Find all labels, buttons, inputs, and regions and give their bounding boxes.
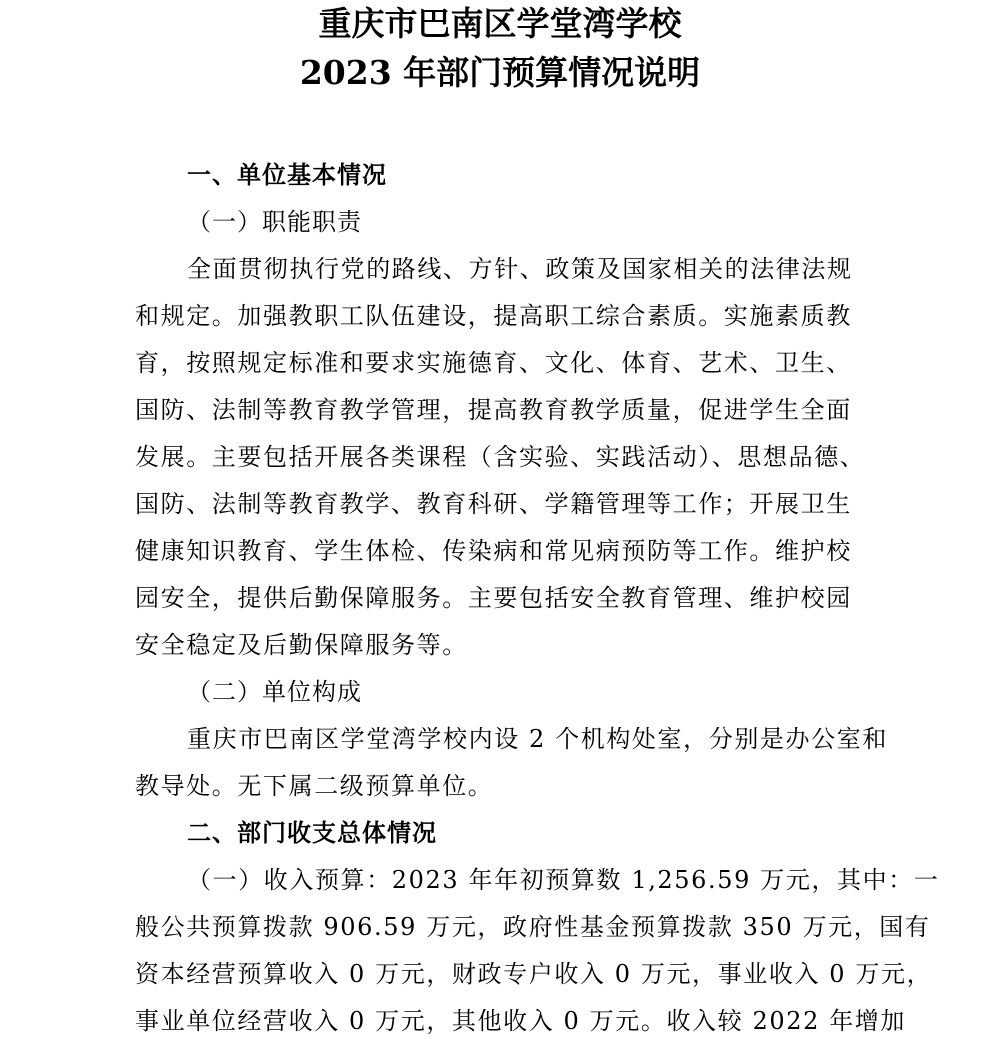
paragraph-line: 重庆市巴南区学堂湾学校内设 2 个机构处室，分别是办公室和 <box>187 725 888 753</box>
paragraph-line: （一）收入预算：2023 年年初预算数 1,256.59 万元，其中：一 <box>187 866 940 894</box>
paragraph-line: 国防、法制等教育教学、教育科研、学籍管理等工作；开展卫生 <box>135 490 852 518</box>
section-heading-revenue-expenditure: 二、部门收支总体情况 <box>187 818 437 847</box>
paragraph-line: 资本经营预算收入 0 万元，财政专户收入 0 万元，事业收入 0 万元， <box>135 960 933 988</box>
paragraph-line: 国防、法制等教育教学管理，提高教育教学质量，促进学生全面 <box>135 396 852 424</box>
paragraph-line: 全面贯彻执行党的路线、方针、政策及国家相关的法律法规 <box>187 255 853 283</box>
subheading-duties: （一）职能职责 <box>187 208 362 236</box>
paragraph-line: 和规定。加强教职工队伍建设，提高职工综合素质。实施素质教 <box>135 302 852 330</box>
document-title-line-2: 2023 年部门预算情况说明 <box>299 53 701 92</box>
paragraph-line: 园安全，提供后勤保障服务。主要包括安全教育管理、维护校园 <box>135 584 852 612</box>
subheading-unit-composition: （二）单位构成 <box>187 678 362 706</box>
document-title-line-1: 重庆市巴南区学堂湾学校 <box>318 4 682 43</box>
paragraph-line: 育，按照规定标准和要求实施德育、文化、体育、艺术、卫生、 <box>135 349 852 377</box>
paragraph-line: 教导处。无下属二级预算单位。 <box>135 772 494 800</box>
paragraph-line: 事业单位经营收入 0 万元，其他收入 0 万元。收入较 2022 年增加 <box>135 1007 906 1035</box>
paragraph-line: 健康知识教育、学生体检、传染病和常见病预防等工作。维护校 <box>135 537 852 565</box>
section-heading-unit-basic-info: 一、单位基本情况 <box>187 160 387 189</box>
paragraph-line: 安全稳定及后勤保障服务等。 <box>135 631 468 659</box>
paragraph-line: 般公共预算拨款 906.59 万元，政府性基金预算拨款 350 万元，国有 <box>135 913 931 941</box>
paragraph-line: 发展。主要包括开展各类课程（含实验、实践活动）、思想品德、 <box>135 443 866 471</box>
